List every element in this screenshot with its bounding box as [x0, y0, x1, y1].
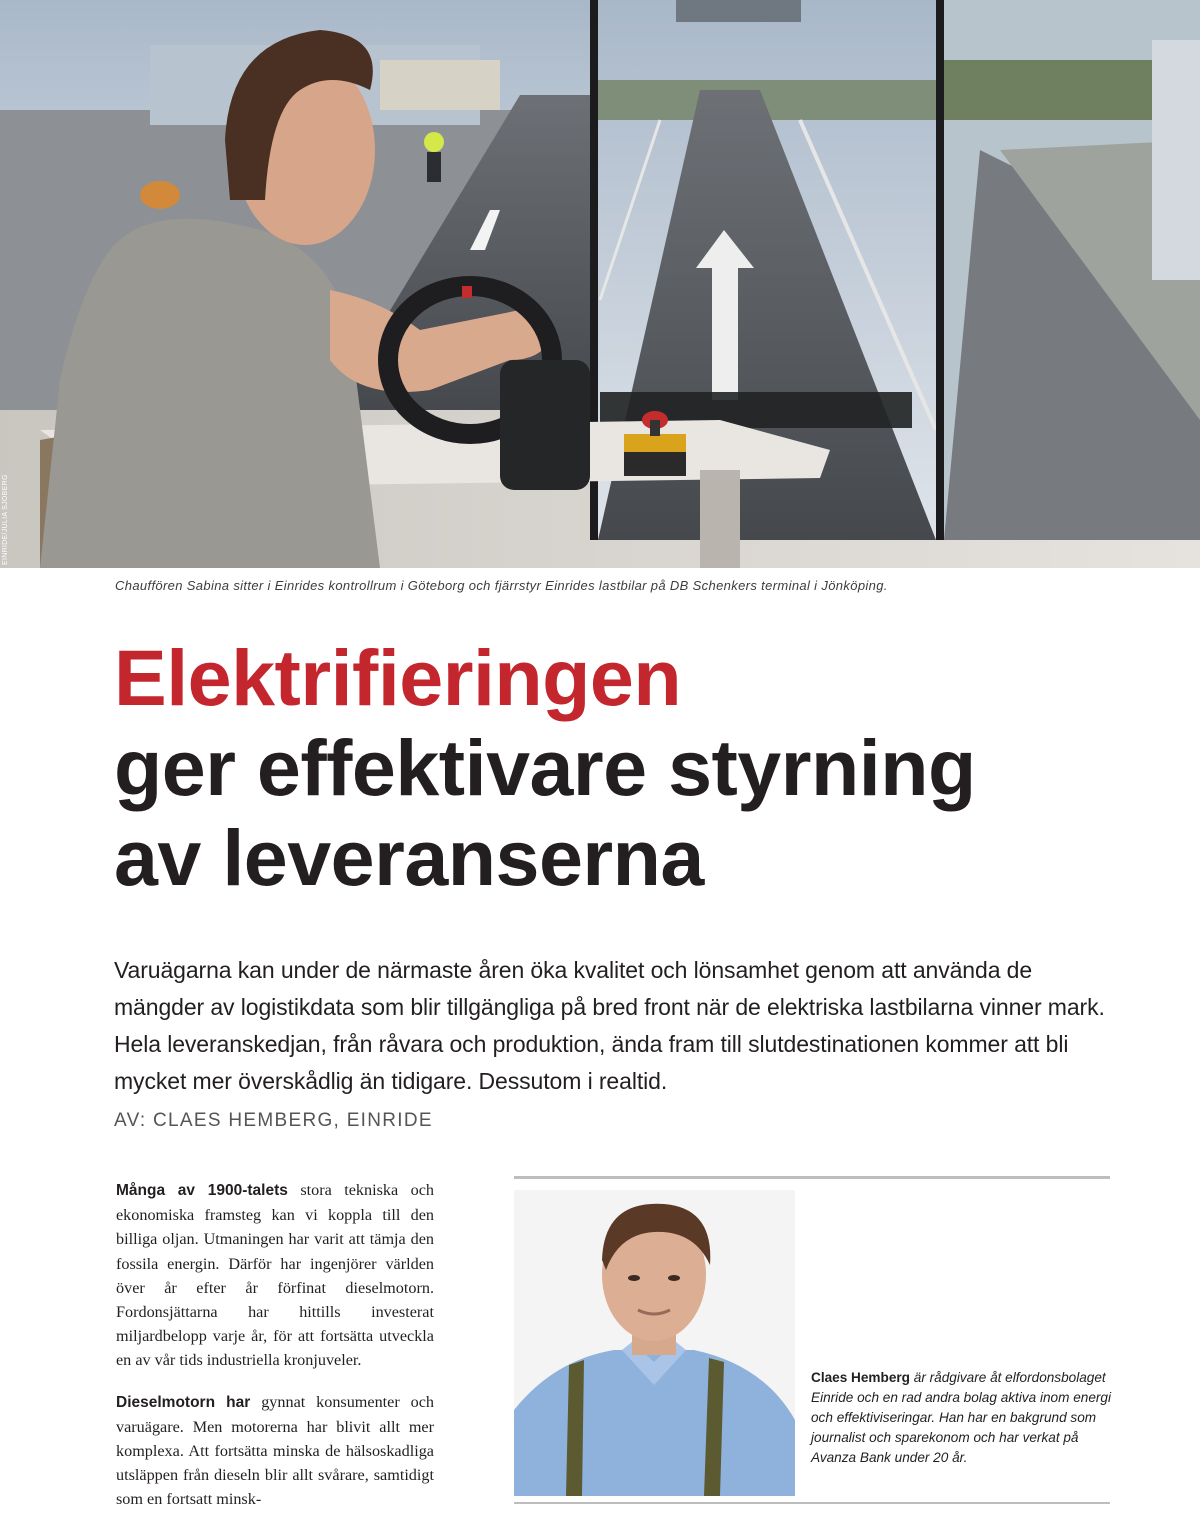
paragraph-1-lead-in: Många av 1900-talets	[116, 1182, 288, 1199]
photo-credit: EINRIDE/JULIA SJÖBERG	[2, 474, 9, 565]
author-box-bottom-rule	[514, 1502, 1110, 1504]
hero-photo	[0, 0, 1200, 568]
author-bio	[811, 1368, 1116, 1468]
headline-line-1: Elektrifieringen	[114, 633, 682, 722]
body-column	[116, 1178, 434, 1529]
byline: AV: CLAES HEMBERG, EINRIDE	[114, 1110, 433, 1131]
body-paragraph-1	[116, 1178, 434, 1373]
headline-line-3: av leveranserna	[114, 813, 704, 902]
paragraph-2-text: gynnat konsumenter och varuägare. Men motorerna har blivit allt mer komplexa. Att fortsätta minska de hälsoskadliga utsläppen från dieseln blir allt svårare, samtidigt som en fortsatt minsk-	[116, 1392, 434, 1509]
paragraph-2-lead-in: Dieselmotorn har	[116, 1393, 251, 1411]
photo-caption: Chauffören Sabina sitter i Einrides kontrollrum i Göteborg och fjärrstyr Einrides lastbilar på DB Schenkers terminal i Jönköping.	[115, 578, 888, 593]
article-lead: Varuägarna kan under de närmaste åren öka kvalitet och lönsamhet genom att använda de mängder av logistikdata som blir tillgängliga på bred front när de elektriska lastbilarna vinner mark. Hela leveranskedjan, från råvara och produktion, ända fram till slutdestinationen kommer att bli mycket mer överskådlig än tidigare. Dessutom i realtid.	[114, 957, 1105, 1094]
body-paragraph-2	[116, 1390, 434, 1512]
author-box-top-rule	[514, 1176, 1110, 1179]
author-portrait-illustration	[514, 1190, 795, 1496]
paragraph-1-text: stora tekniska och ekonomiska framsteg kan vi koppla till den billiga oljan. Utmaningen har varit att tämja den fossila energin. Därför har ingenjörer världen över år efter år förfinat dieselmotorn. Fordonsjättarna har hittills investerat miljardbelopp varje år, för att fortsätta utveckla en av vår tids industriella kronjuveler.	[116, 1181, 434, 1370]
author-name: Claes Hemberg	[811, 1370, 910, 1385]
author-portrait	[514, 1190, 795, 1496]
headline-line-2: ger effektivare styrning	[114, 723, 976, 812]
control-room-illustration	[0, 0, 1200, 568]
article-headline	[114, 633, 1164, 903]
author-bio-text: är rådgivare åt elfordonsbolaget Einride och en rad andra bolag aktiva inom energi och effektiviseringar. Han har en bakgrund som journalist och sparekonom och har verkat på Avanza Bank under 20 år.	[811, 1370, 1112, 1465]
